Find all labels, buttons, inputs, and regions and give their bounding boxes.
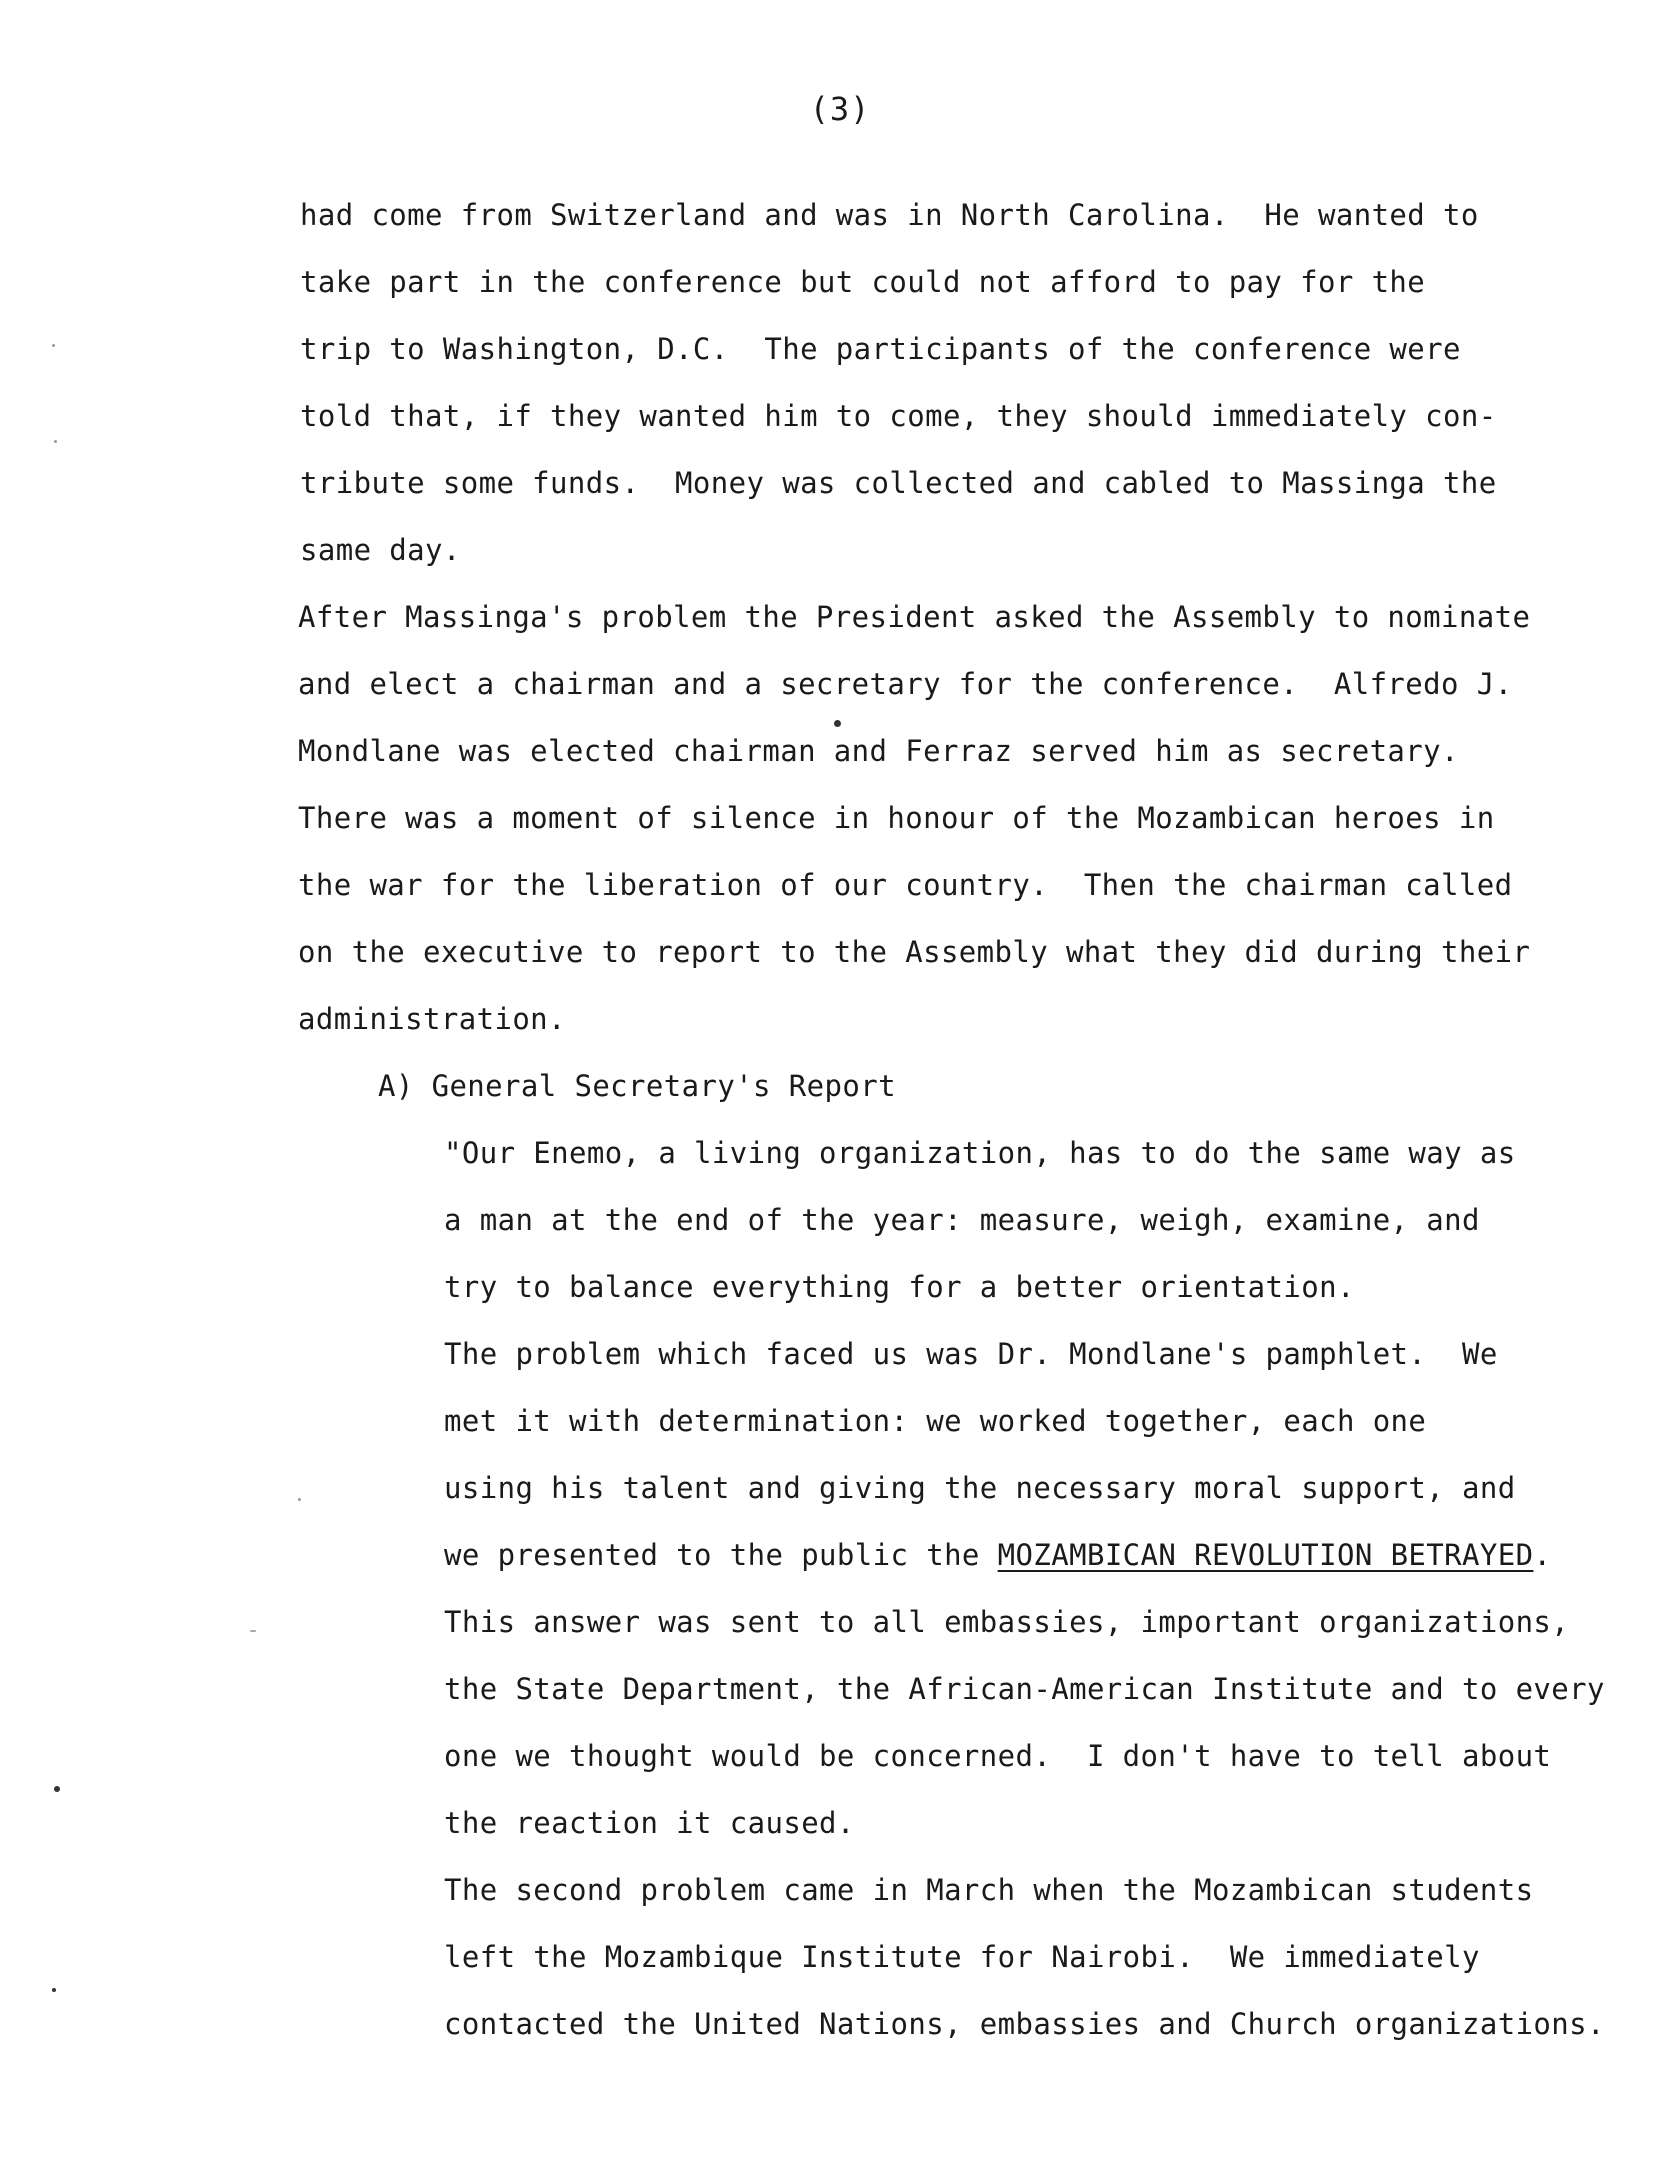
report-line: the State Department, the African-American Institute and to every — [444, 1672, 1605, 1706]
report-line: The problem which faced us was Dr. Mondlane's pamphlet. We — [444, 1337, 1498, 1371]
scan-speck — [250, 1630, 256, 1632]
body-line: and elect a chairman and a secretary for the conference. Alfredo J. — [298, 667, 1513, 701]
body-line: had come from Switzerland and was in North Carolina. He wanted to — [300, 198, 1479, 232]
body-line: take part in the conference but could not afford to pay for the — [300, 265, 1426, 299]
report-line: one we thought would be concerned. I don't have to tell about — [444, 1739, 1552, 1773]
scan-speck — [298, 1498, 301, 1501]
body-line: Mondlane was elected chairman and Ferraz served him as secretary. — [298, 734, 1459, 768]
body-line: After Massinga's problem the President asked the Assembly to nominate — [298, 600, 1531, 634]
pamphlet-title: MOZAMBICAN REVOLUTION BETRAYED — [997, 1538, 1534, 1572]
report-line-prefix: we presented to the public the — [444, 1538, 998, 1572]
body-line: administration. — [298, 1002, 566, 1036]
report-line: left the Mozambique Institute for Nairobi. We immediately — [444, 1940, 1480, 1974]
report-line: "Our Enemo, a living organization, has to do the same way as — [444, 1136, 1516, 1170]
report-line-suffix: . — [1533, 1538, 1552, 1572]
report-line: contacted the United Nations, embassies and Church organizations. — [444, 2007, 1605, 2041]
body-line: told that, if they wanted him to come, they should immediately con- — [300, 399, 1497, 433]
page-number: (3) — [809, 90, 871, 128]
body-line: tribute some funds. Money was collected and cabled to Massinga the — [300, 466, 1497, 500]
body-line: same day. — [300, 533, 461, 567]
report-line: The second problem came in March when the Mozambican students — [444, 1873, 1534, 1907]
body-line: the war for the liberation of our country. Then the chairman called — [298, 868, 1513, 902]
body-line: There was a moment of silence in honour of the Mozambican heroes in — [298, 801, 1495, 835]
scan-speck — [52, 344, 55, 347]
report-line: This answer was sent to all embassies, important organizations, — [444, 1605, 1570, 1639]
scan-speck — [54, 1786, 60, 1792]
report-line: using his talent and giving the necessary moral support, and — [444, 1471, 1516, 1505]
scan-speck — [54, 440, 57, 443]
body-line: trip to Washington, D.C. The participants of the conference were — [300, 332, 1461, 366]
body-line: on the executive to report to the Assembly what they did during their — [298, 935, 1531, 969]
report-line: the reaction it caused. — [444, 1806, 855, 1840]
scan-speck — [834, 720, 841, 727]
report-line: try to balance everything for a better orientation. — [444, 1270, 1355, 1304]
section-heading: A) General Secretary's Report — [378, 1069, 896, 1103]
report-line: met it with determination: we worked together, each one — [444, 1404, 1427, 1438]
report-line: a man at the end of the year: measure, weigh, examine, and — [444, 1203, 1480, 1237]
scan-speck — [52, 1988, 56, 1992]
report-line-with-title — [444, 1538, 1551, 1572]
